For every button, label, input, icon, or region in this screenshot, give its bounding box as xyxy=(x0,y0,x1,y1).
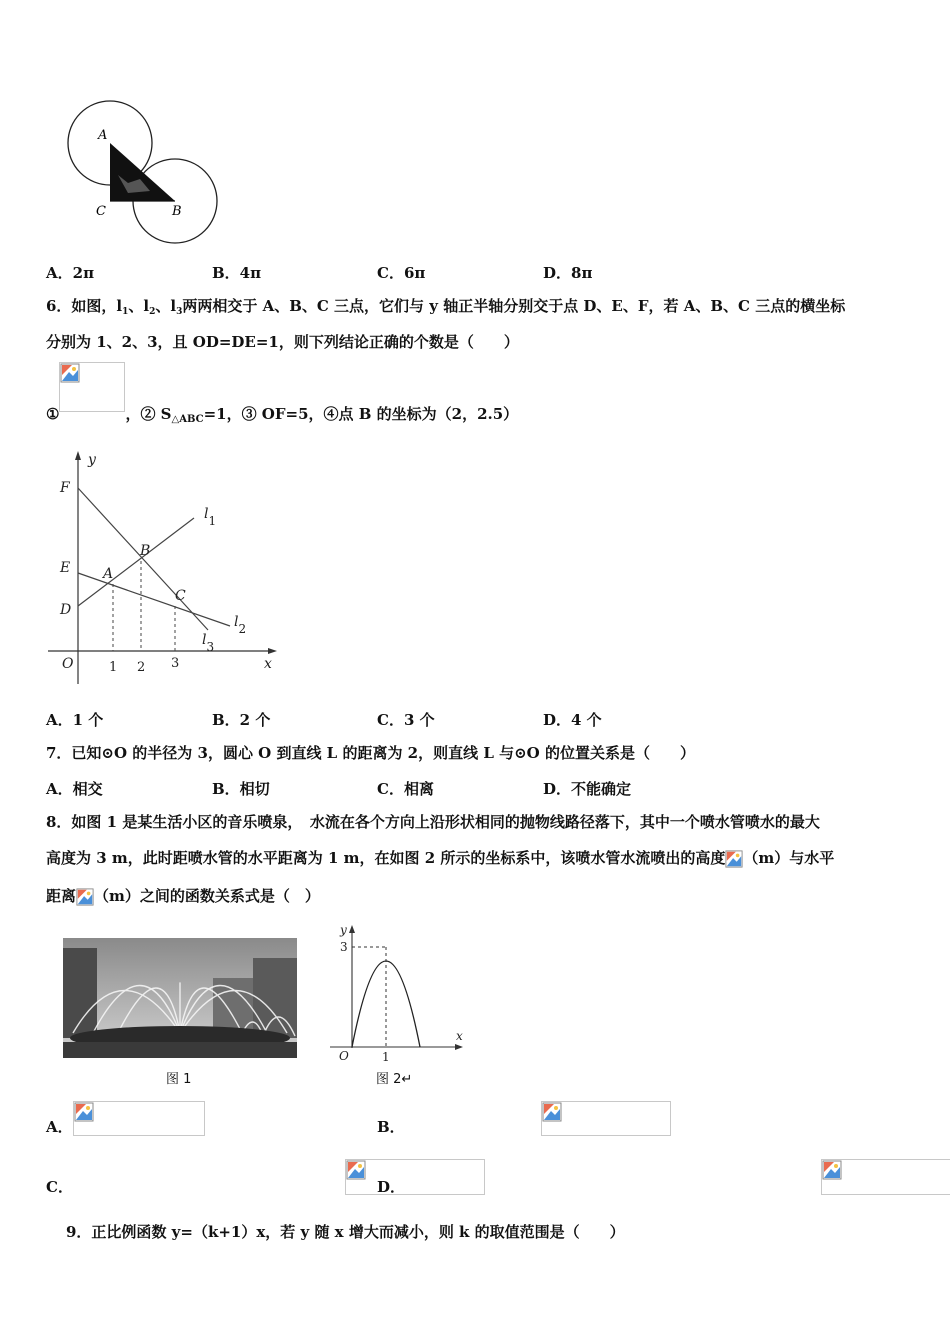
q8-option-a-image[interactable] xyxy=(73,1101,205,1136)
q5-option-b[interactable]: B．4π xyxy=(212,264,262,282)
fountain-photo xyxy=(63,938,297,1058)
tick-1: 1 xyxy=(109,660,118,675)
q8-line2a: 高度为 3 m，此时距喷水管的水平距离为 1 m，在如图 2 所示的坐标系中，该喷水管水流喷出的高度 xyxy=(46,849,726,867)
q8-option-c-image[interactable] xyxy=(345,1159,485,1195)
tick-2: 2 xyxy=(137,660,146,675)
q8-line3b: （m）之间的函数关系式是（ ） xyxy=(94,887,320,905)
q7-option-d[interactable]: D．不能确定 xyxy=(543,780,632,798)
q6-missing-image xyxy=(59,362,125,412)
label-l1: l1 xyxy=(204,506,217,528)
q6-stem-line1 xyxy=(46,296,845,322)
q7-option-b[interactable]: B．相切 xyxy=(212,780,270,798)
q6-c1-label: ① xyxy=(46,405,60,423)
q8-stem-line3 xyxy=(46,886,320,906)
y-arrow xyxy=(75,451,81,460)
q8-option-c[interactable]: C． xyxy=(46,1178,73,1196)
label-b: B xyxy=(172,204,182,219)
broken-image-icon xyxy=(74,1102,94,1122)
q6-option-b[interactable]: B．2 个 xyxy=(212,711,271,729)
q5-option-a[interactable]: A．2π xyxy=(46,264,95,282)
broken-image-icon xyxy=(725,850,743,868)
q8-option-d-image[interactable] xyxy=(821,1159,950,1195)
q8-missing-image-x xyxy=(76,888,94,906)
q6-stem-part: 、l xyxy=(155,297,177,315)
q5-option-d[interactable]: D．8π xyxy=(543,264,593,282)
label-c: C xyxy=(175,588,186,604)
q6-sub: 2 xyxy=(149,307,156,317)
q8-option-b-image[interactable] xyxy=(541,1101,671,1136)
q8-line3a: 距离 xyxy=(46,887,77,905)
label-a: A xyxy=(103,566,114,582)
broken-image-icon xyxy=(542,1102,562,1122)
q8-option-a[interactable]: A． xyxy=(46,1118,73,1136)
line-l2 xyxy=(78,573,230,626)
label-c: C xyxy=(96,204,106,219)
fig2-caption: 图 2↵ xyxy=(376,1072,413,1087)
q8-stem-line2 xyxy=(46,848,834,868)
label-l3: l3 xyxy=(202,632,215,654)
line-l3 xyxy=(78,488,208,630)
q6-stem-part: 两两相交于 A、B、C 三点，它们与 y 轴正半轴分别交于点 D、E、F，若 A、B、C 三点的横坐标 xyxy=(182,297,846,315)
broken-image-icon xyxy=(346,1160,366,1180)
q8-line2b: （m）与水平 xyxy=(743,849,835,867)
q9-stem: 9．正比例函数 y=（k+1）x，若 y 随 x 增大而减小，则 k 的取值范围是（ ） xyxy=(66,1223,625,1241)
q6-stem-part: 、l xyxy=(128,297,150,315)
broken-image-icon xyxy=(76,888,94,906)
fig1-caption: 图 1 xyxy=(166,1072,192,1087)
tick-y3: 3 xyxy=(340,940,348,954)
label-f: F xyxy=(60,480,70,496)
q8-option-d[interactable]: D． xyxy=(377,1178,406,1196)
label-y: y xyxy=(340,923,347,937)
y-arrow xyxy=(349,925,355,933)
label-x: x xyxy=(456,1029,463,1043)
tick-3: 3 xyxy=(171,656,180,671)
q6-option-c[interactable]: C．3 个 xyxy=(377,711,435,729)
q5-option-c[interactable]: C．6π xyxy=(377,264,426,282)
q8-missing-image-h xyxy=(725,850,743,868)
label-o: O xyxy=(339,1049,349,1062)
q7-stem: 7．已知⊙O 的半径为 3，圆心 O 到直线 L 的距离为 2，则直线 L 与⊙O 的位置关系是（ ） xyxy=(46,744,695,762)
q6-stem-line2: 分别为 1、2、3，且 OD=DE=1，则下列结论正确的个数是（ ） xyxy=(46,333,519,351)
parabola-graph xyxy=(328,922,468,1062)
broken-image-icon xyxy=(822,1160,842,1180)
label-y: y xyxy=(88,452,96,468)
q8-option-b[interactable]: B． xyxy=(377,1118,405,1136)
q7-option-c[interactable]: C．相离 xyxy=(377,780,434,798)
q6-conclusions xyxy=(46,362,518,430)
x-arrow xyxy=(268,648,277,654)
q8-stem-line1: 8．如图 1 是某生活小区的音乐喷泉， 水流在各个方向上沿形状相同的抛物线路径落下，其中一个喷水管喷水的最大 xyxy=(46,813,820,831)
label-o: O xyxy=(62,656,74,672)
label-b: B xyxy=(140,543,151,559)
q6-figure xyxy=(44,448,280,690)
q7-option-a[interactable]: A．相交 xyxy=(46,780,103,798)
label-a: A xyxy=(98,128,108,143)
q6-c-sub: △ABC xyxy=(171,414,204,425)
q6-sub: 1 xyxy=(122,307,129,317)
q5-figure xyxy=(58,95,228,250)
label-d: D xyxy=(60,602,72,618)
label-e: E xyxy=(60,560,71,576)
q6-option-a[interactable]: A．1 个 xyxy=(46,711,104,729)
q6-stem-part: 6．如图，l xyxy=(46,297,123,315)
broken-image-icon xyxy=(60,363,80,383)
q6-option-d[interactable]: D．4 个 xyxy=(543,711,602,729)
x-arrow xyxy=(455,1044,463,1050)
q6-c-rest-a: ，② S xyxy=(125,405,172,423)
label-x: x xyxy=(264,656,272,672)
q6-sub: 3 xyxy=(176,307,183,317)
tick-x1: 1 xyxy=(382,1050,390,1062)
q6-c-rest-b: =1，③ OF=5，④点 B 的坐标为（2，2.5） xyxy=(203,405,519,423)
label-l2: l2 xyxy=(234,614,247,636)
